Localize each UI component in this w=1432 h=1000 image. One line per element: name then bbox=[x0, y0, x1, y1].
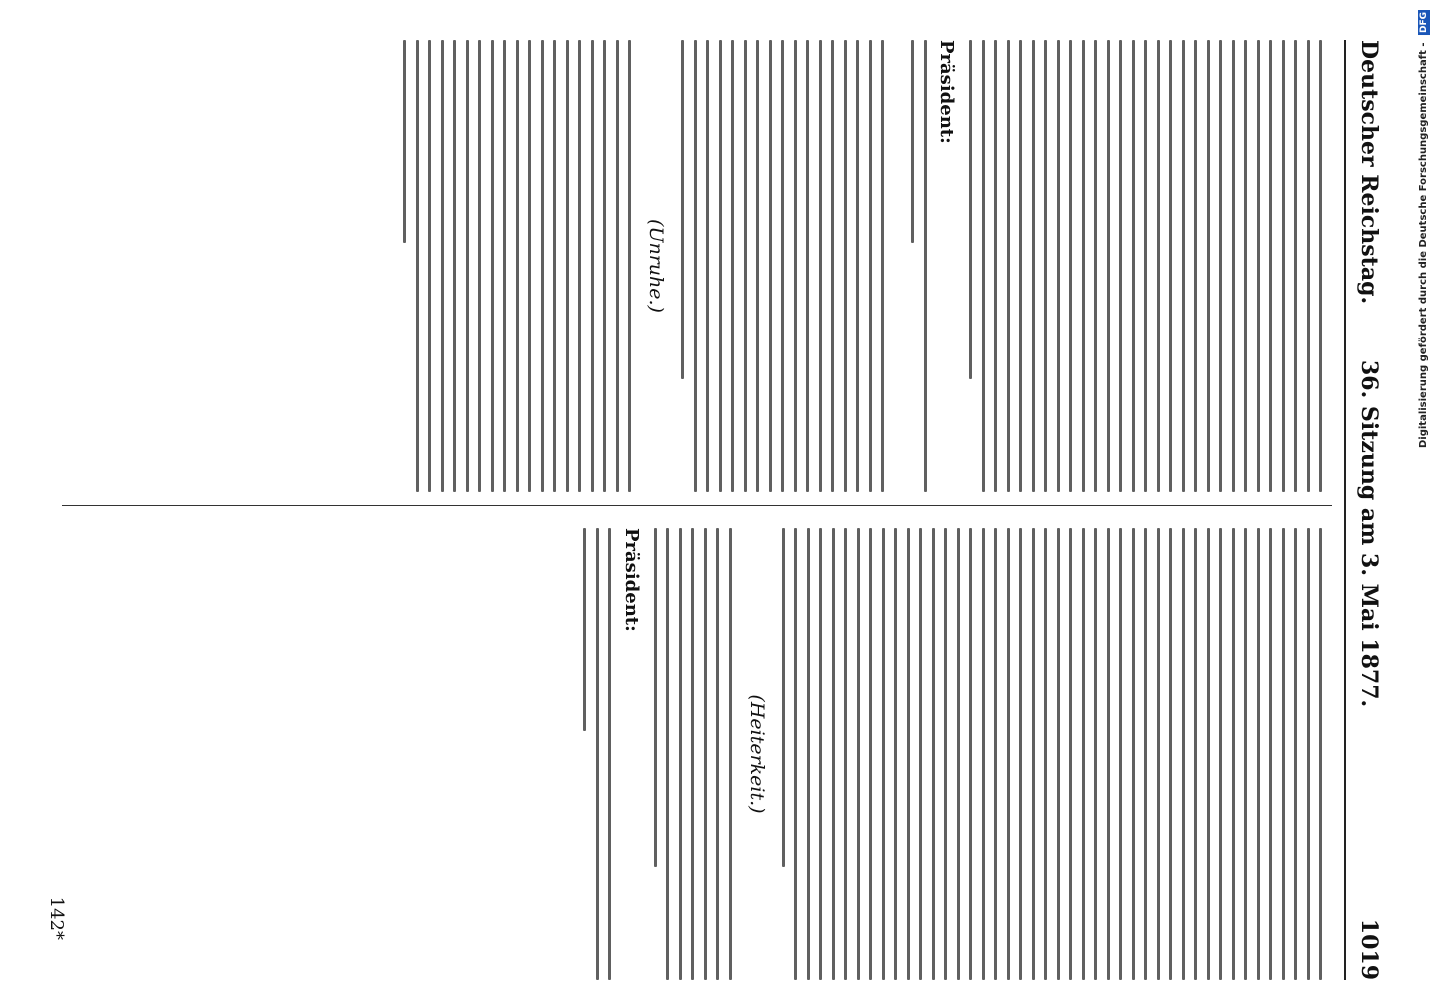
interjection-unrest: (Unruhe.) bbox=[645, 219, 668, 313]
text-line bbox=[1295, 528, 1298, 980]
text-line bbox=[579, 40, 582, 492]
page-header bbox=[1344, 40, 1386, 980]
text-line bbox=[744, 40, 747, 492]
text-line bbox=[1207, 528, 1210, 980]
sheet-mark: 142* bbox=[46, 896, 67, 940]
text-line bbox=[704, 528, 707, 980]
text-line bbox=[970, 528, 973, 980]
text-line bbox=[1282, 528, 1285, 980]
text-line bbox=[1020, 528, 1023, 980]
dfg-logo: DFG bbox=[1419, 12, 1429, 34]
text-line bbox=[1207, 40, 1210, 492]
text-line bbox=[1257, 40, 1260, 492]
text-line bbox=[882, 40, 885, 492]
text-line bbox=[1082, 528, 1085, 980]
text-line bbox=[516, 40, 519, 492]
text-line bbox=[857, 528, 860, 980]
text-line bbox=[491, 40, 494, 492]
text-line bbox=[1070, 40, 1073, 492]
text-line bbox=[1132, 40, 1135, 492]
text-line bbox=[869, 40, 872, 492]
text-line bbox=[1145, 40, 1148, 492]
text-line bbox=[654, 528, 657, 867]
text-line bbox=[782, 40, 785, 492]
text-line bbox=[466, 40, 469, 492]
text-line bbox=[1282, 40, 1285, 492]
text-line bbox=[857, 40, 860, 492]
speaker-president-2: Präsident: bbox=[621, 528, 642, 632]
text-line bbox=[1195, 40, 1198, 492]
session-title: 36. Sitzung am 3. Mai 1877. bbox=[1356, 360, 1382, 708]
text-line bbox=[907, 528, 910, 980]
text-line bbox=[1307, 40, 1310, 492]
text-line bbox=[995, 40, 998, 492]
text-line bbox=[957, 528, 960, 980]
text-line bbox=[794, 40, 797, 492]
text-line bbox=[1320, 528, 1323, 980]
digitization-note bbox=[1418, 10, 1430, 448]
text-line bbox=[820, 528, 823, 980]
text-line bbox=[782, 528, 785, 867]
text-line bbox=[719, 40, 722, 492]
text-line bbox=[629, 40, 632, 492]
text-line bbox=[1232, 40, 1235, 492]
text-line bbox=[807, 528, 810, 980]
text-line bbox=[1007, 40, 1010, 492]
text-line bbox=[1182, 40, 1185, 492]
speaker-president: Präsident: bbox=[936, 40, 958, 144]
text-line bbox=[554, 40, 557, 492]
text-line bbox=[591, 40, 594, 492]
text-line bbox=[924, 40, 927, 492]
text-line bbox=[819, 40, 822, 492]
text-line bbox=[1032, 40, 1035, 492]
text-line bbox=[982, 528, 985, 980]
text-line bbox=[1120, 40, 1123, 492]
text-line bbox=[1132, 528, 1135, 980]
interjection-laughter: (Heiterkeit.) bbox=[746, 694, 768, 814]
text-line bbox=[1270, 40, 1273, 492]
text-line bbox=[920, 528, 923, 980]
text-line bbox=[596, 528, 599, 980]
text-line bbox=[679, 528, 682, 980]
text-line bbox=[1182, 528, 1185, 980]
text-line bbox=[1245, 40, 1248, 492]
rotated-page bbox=[16, 0, 1416, 1000]
text-line bbox=[566, 40, 569, 492]
text-line bbox=[1045, 40, 1048, 492]
text-line bbox=[832, 40, 835, 492]
text-line bbox=[1170, 40, 1173, 492]
text-line bbox=[995, 528, 998, 980]
text-line bbox=[416, 40, 419, 492]
text-line bbox=[1157, 528, 1160, 980]
text-line bbox=[1307, 528, 1310, 980]
text-line bbox=[1007, 528, 1010, 980]
text-line bbox=[970, 40, 973, 379]
text-line bbox=[1220, 528, 1223, 980]
text-line bbox=[807, 40, 810, 492]
digitization-text: Digitalisierung gefördert durch die Deutsche Forschungsgemeinschaft - bbox=[1418, 42, 1429, 449]
text-line bbox=[912, 40, 915, 243]
text-line bbox=[1320, 40, 1323, 492]
text-line bbox=[769, 40, 772, 492]
right-column bbox=[62, 528, 1332, 980]
text-line bbox=[1270, 528, 1273, 980]
text-line bbox=[1095, 40, 1098, 492]
text-line bbox=[616, 40, 619, 492]
text-line bbox=[932, 528, 935, 980]
text-line bbox=[882, 528, 885, 980]
text-line bbox=[479, 40, 482, 492]
text-line bbox=[732, 40, 735, 492]
text-line bbox=[870, 528, 873, 980]
text-line bbox=[1107, 528, 1110, 980]
text-line bbox=[945, 528, 948, 980]
text-line bbox=[694, 40, 697, 492]
text-line bbox=[1095, 528, 1098, 980]
text-line bbox=[1120, 528, 1123, 980]
column-divider bbox=[62, 505, 1332, 506]
text-line bbox=[1070, 528, 1073, 980]
text-line bbox=[667, 528, 670, 980]
text-line bbox=[845, 528, 848, 980]
journal-title: Deutscher Reichstag. bbox=[1356, 40, 1382, 305]
text-line bbox=[1057, 528, 1060, 980]
text-line bbox=[844, 40, 847, 492]
text-line bbox=[529, 40, 532, 492]
text-line bbox=[609, 528, 612, 980]
text-line bbox=[584, 528, 587, 731]
text-line bbox=[1245, 528, 1248, 980]
text-line bbox=[1107, 40, 1110, 492]
text-line bbox=[1232, 528, 1235, 980]
text-line bbox=[404, 40, 407, 243]
text-line bbox=[441, 40, 444, 492]
text-line bbox=[895, 528, 898, 980]
text-line bbox=[1157, 40, 1160, 492]
text-line bbox=[541, 40, 544, 492]
text-line bbox=[707, 40, 710, 492]
text-line bbox=[1145, 528, 1148, 980]
left-column bbox=[62, 40, 1332, 492]
page-number: 1019 bbox=[1356, 918, 1382, 980]
text-line bbox=[1045, 528, 1048, 980]
text-line bbox=[1020, 40, 1023, 492]
text-line bbox=[429, 40, 432, 492]
text-line bbox=[504, 40, 507, 492]
text-line bbox=[1257, 528, 1260, 980]
text-line bbox=[757, 40, 760, 492]
text-line bbox=[982, 40, 985, 492]
text-line bbox=[832, 528, 835, 980]
text-line bbox=[682, 40, 685, 379]
text-line bbox=[692, 528, 695, 980]
text-line bbox=[795, 528, 798, 980]
text-line bbox=[1057, 40, 1060, 492]
text-line bbox=[717, 528, 720, 980]
text-line bbox=[1082, 40, 1085, 492]
text-line bbox=[604, 40, 607, 492]
text-line bbox=[1220, 40, 1223, 492]
text-line bbox=[729, 528, 732, 980]
text-line bbox=[1032, 528, 1035, 980]
text-line bbox=[454, 40, 457, 492]
text-line bbox=[1295, 40, 1298, 492]
text-line bbox=[1170, 528, 1173, 980]
text-line bbox=[1195, 528, 1198, 980]
